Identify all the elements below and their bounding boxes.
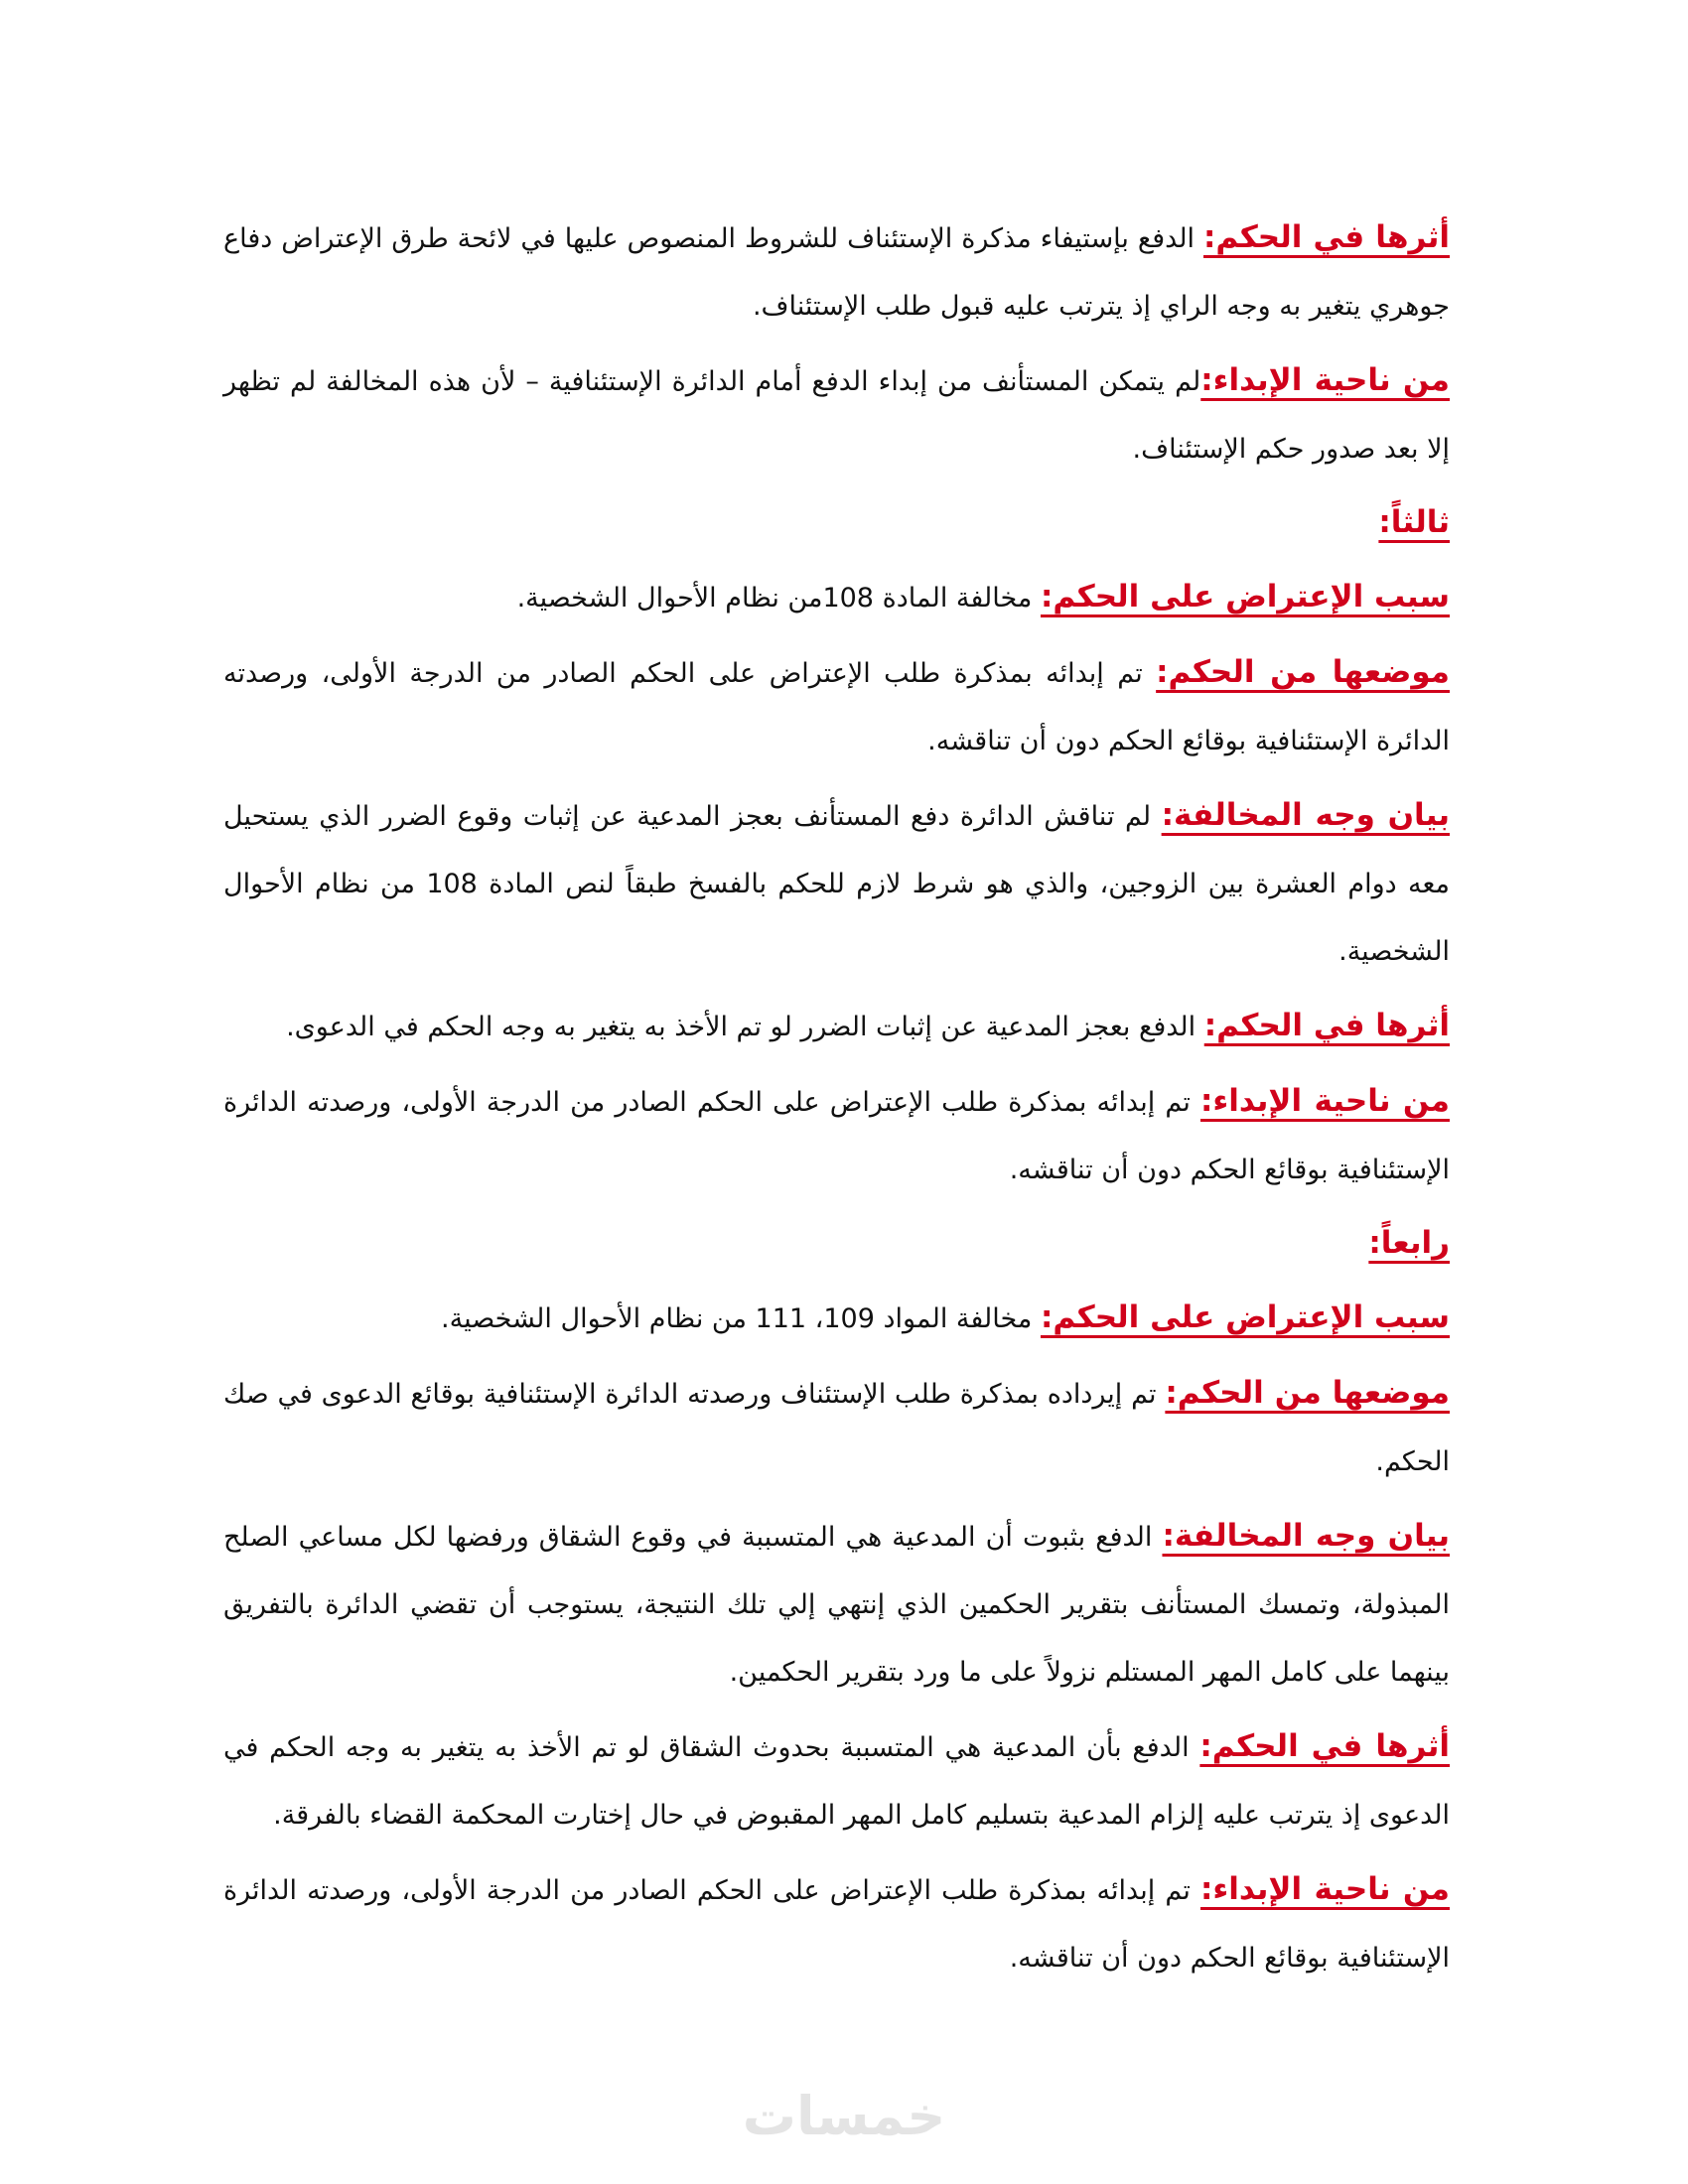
- entry-heading: من ناحية الإبداء:: [1200, 362, 1450, 398]
- paragraph: [223, 204, 1450, 341]
- entry-heading: سبب الإعتراض على الحكم:: [1040, 579, 1450, 614]
- entry-heading: من ناحية الإبداء:: [1199, 1871, 1450, 1907]
- entry-heading: موضعها من الحكم:: [1156, 654, 1450, 690]
- paragraph: [223, 992, 1450, 1061]
- entry-heading: أثرها في الحكم:: [1203, 219, 1450, 255]
- entry-heading: أثرها في الحكم:: [1203, 1008, 1450, 1043]
- entry-heading: سبب الإعتراض على الحكم:: [1040, 1299, 1450, 1335]
- entry-text: الدفع بعجز المدعية عن إثبات الضرر لو تم الأخذ به يتغير به وجه الحكم في الدعوى.: [286, 1012, 1204, 1042]
- entry-text: الدفع بثبوت أن المدعية هي المتسببة في وقوع الشقاق ورفضها لكل مساعي الصلح المبذولة، وتمسك المستأنف بتقرير الحكمين الذي إنتهي إلي تلك النتيجة، يستوجب أن تقضي الدائرة بالتفريق بينهما على كامل المهر المستلم نزولاً على ما ورد بتقرير الحكمين.: [223, 1522, 1450, 1688]
- paragraph: [223, 1284, 1450, 1353]
- entry-heading: بيان وجه المخالفة:: [1162, 1518, 1450, 1554]
- entry-heading: أثرها في الحكم:: [1199, 1728, 1451, 1764]
- entry-text: الدفع بإستيفاء مذكرة الإستئناف للشروط المنصوص عليها في لائحة طرق الإعتراض دفاع جوهري يتغير به وجه الراي إذ يترتب عليه قبول طلب الإستئناف.: [223, 223, 1450, 322]
- entry-heading: من ناحية الإبداء:: [1199, 1083, 1450, 1119]
- entry-text: لم تناقش الدائرة دفع المستأنف بعجز المدعية عن إثبات وقوع الضرر الذي يستحيل معه دوام العشرة بين الزوجين، والذي هو شرط لازم للحكم بالفسخ طبقاً لنص المادة 108 من نظام الأحوال الشخصية.: [223, 801, 1450, 967]
- paragraph: [223, 638, 1450, 775]
- entry-text: لم يتمكن المستأنف من إبداء الدفع أمام الدائرة الإستئنافية – لأن هذه المخالفة لم تظهر إلا بعد صدور حكم الإستئناف.: [223, 366, 1450, 465]
- paragraph: [223, 1502, 1450, 1706]
- entry-text: تم إبدائه بمذكرة طلب الإعتراض على الحكم الصادر من الدرجة الأولى، ورصدته الدائرة الإستئنافية بوقائع الحكم دون أن تناقشه.: [223, 658, 1450, 756]
- entry-text: الدفع بأن المدعية هي المتسببة بحدوث الشقاق لو تم الأخذ به يتغير به وجه الحكم في الدعوى إذ يترتب عليه إلزام المدعية بتسليم كامل المهر المقبوض في حال إختارت المحكمة القضاء بالفرقة.: [223, 1732, 1450, 1831]
- entry-heading: موضعها من الحكم:: [1165, 1375, 1450, 1411]
- paragraph: [223, 1067, 1450, 1204]
- paragraph: [223, 1359, 1450, 1496]
- khamsat-watermark: خمسات: [742, 2085, 946, 2147]
- section-title: رابعاً:: [1368, 1225, 1450, 1261]
- paragraph: [223, 563, 1450, 632]
- paragraph: [223, 781, 1450, 986]
- entry-text: تم إبدائه بمذكرة طلب الإعتراض على الحكم الصادر من الدرجة الأولى، ورصدته الدائرة الإستئنافية بوقائع الحكم دون أن تناقشه.: [223, 1875, 1450, 1974]
- paragraph: [223, 1712, 1450, 1849]
- entry-text: تم إيرداده بمذكرة طلب الإستئناف ورصدته الدائرة الإستئنافية بوقائع الدعوى في صك الحكم.: [223, 1379, 1450, 1477]
- entry-text: مخالفة المواد 109، 111 من نظام الأحوال الشخصية.: [441, 1303, 1041, 1334]
- entry-heading: بيان وجه المخالفة:: [1161, 797, 1450, 833]
- paragraph: [223, 1855, 1450, 1992]
- entry-text: مخالفة المادة 108من نظام الأحوال الشخصية.: [516, 583, 1041, 614]
- section-title: ثالثاً:: [1378, 504, 1450, 540]
- paragraph: [223, 346, 1450, 483]
- entry-text: تم إبدائه بمذكرة طلب الإعتراض على الحكم الصادر من الدرجة الأولى، ورصدته الدائرة الإستئنافية بوقائع الحكم دون أن تناقشه.: [223, 1087, 1450, 1185]
- document-body: [223, 204, 1450, 1998]
